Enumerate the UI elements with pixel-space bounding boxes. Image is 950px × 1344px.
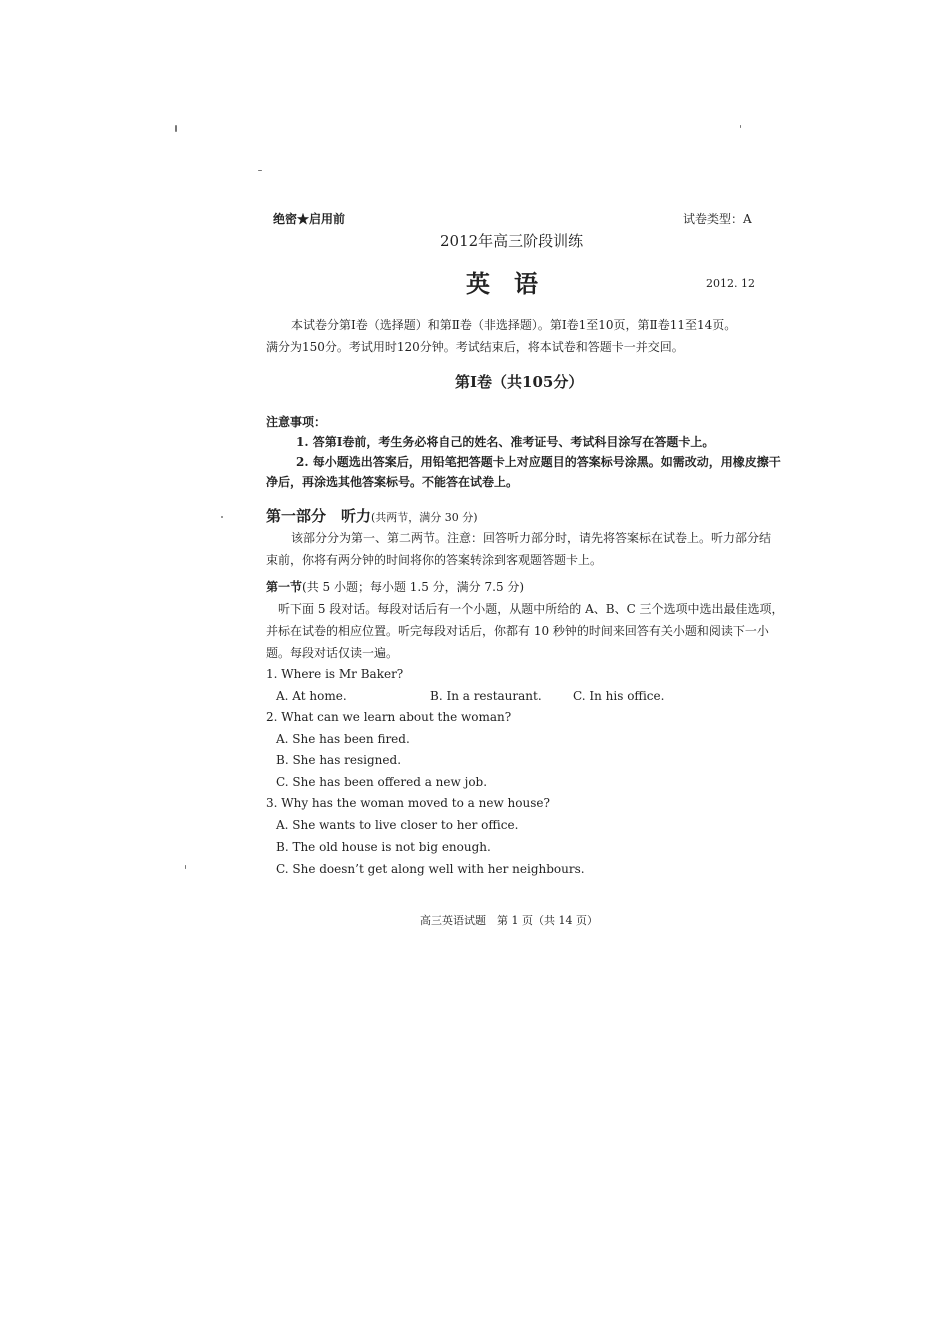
section-heading <box>266 578 524 595</box>
scan-speck <box>221 516 223 518</box>
question-option: C. In his office. <box>573 689 665 703</box>
part-heading-title: 第一部分 听力 <box>266 507 372 525</box>
scan-speck <box>740 125 741 128</box>
section-description: 题。每段对话仅读一遍。 <box>266 646 399 660</box>
confidential-label: 绝密★启用前 <box>273 212 346 226</box>
exam-subtitle: 2012年高三阶段训练 <box>440 232 584 250</box>
section-description: 并标在试卷的相应位置。听完每段对话后，你都有 10 秒钟的时间来回答有关小题和阅读下一小 <box>266 624 769 638</box>
part-heading <box>266 505 478 526</box>
question-option: A. At home. <box>276 689 347 703</box>
scan-speck <box>185 865 186 869</box>
section-heading-note: (共 5 小题；每小题 1.5 分，满分 7.5 分) <box>302 580 525 594</box>
question-option: C. She has been offered a new job. <box>276 775 488 789</box>
section-description: 听下面 5 段对话。每段对话后有一个小题，从题中所给的 A、B、C 三个选项中选出最佳选项， <box>278 602 784 616</box>
section-heading-title: 第一节 <box>266 580 303 594</box>
exam-date: 2012. 12 <box>706 277 755 290</box>
notes-heading: 注意事项： <box>266 415 327 429</box>
part-heading-note: (共两节，满分 30 分) <box>371 511 478 524</box>
question-stem: 1. Where is Mr Baker? <box>266 667 404 681</box>
scan-speck <box>258 170 262 171</box>
volume-title: 第Ⅰ卷（共105分） <box>455 373 584 391</box>
notes-item: 2. 每小题选出答案后，用铅笔把答题卡上对应题目的答案标号涂黑。如需改动，用橡皮擦干 <box>296 455 781 469</box>
intro-line: 本试卷分第Ⅰ卷（选择题）和第Ⅱ卷（非选择题）。第Ⅰ卷1至10页，第Ⅱ卷11至14页。 <box>291 318 737 332</box>
scan-speck <box>175 125 177 132</box>
question-option: A. She has been fired. <box>276 732 410 746</box>
part-description: 束前，你将有两分钟的时间将你的答案转涂到客观题答题卡上。 <box>266 553 603 567</box>
notes-item: 净后，再涂选其他答案标号。不能答在试卷上。 <box>266 475 519 489</box>
part-description: 该部分分为第一、第二两节。注意：回答听力部分时，请先将答案标在试卷上。听力部分结 <box>291 531 772 545</box>
question-option: A. She wants to live closer to her office. <box>276 818 519 832</box>
question-option: C. She doesn’t get along well with her neighbours. <box>276 862 585 876</box>
page-footer: 高三英语试题 第 1 页（共 14 页） <box>420 914 598 927</box>
subject-title: 英 语 <box>466 269 538 298</box>
question-option: B. She has resigned. <box>276 753 402 767</box>
paper-type-label: 试卷类型：A <box>683 212 752 226</box>
notes-item: 1. 答第Ⅰ卷前，考生务必将自己的姓名、准考证号、考试科目涂写在答题卡上。 <box>296 435 715 449</box>
question-stem: 3. Why has the woman moved to a new house? <box>266 796 550 810</box>
intro-line: 满分为150分。考试用时120分钟。考试结束后，将本试卷和答题卡一并交回。 <box>266 340 684 354</box>
question-stem: 2. What can we learn about the woman? <box>266 710 512 724</box>
question-option: B. The old house is not big enough. <box>276 840 491 854</box>
question-option: B. In a restaurant. <box>430 689 542 703</box>
